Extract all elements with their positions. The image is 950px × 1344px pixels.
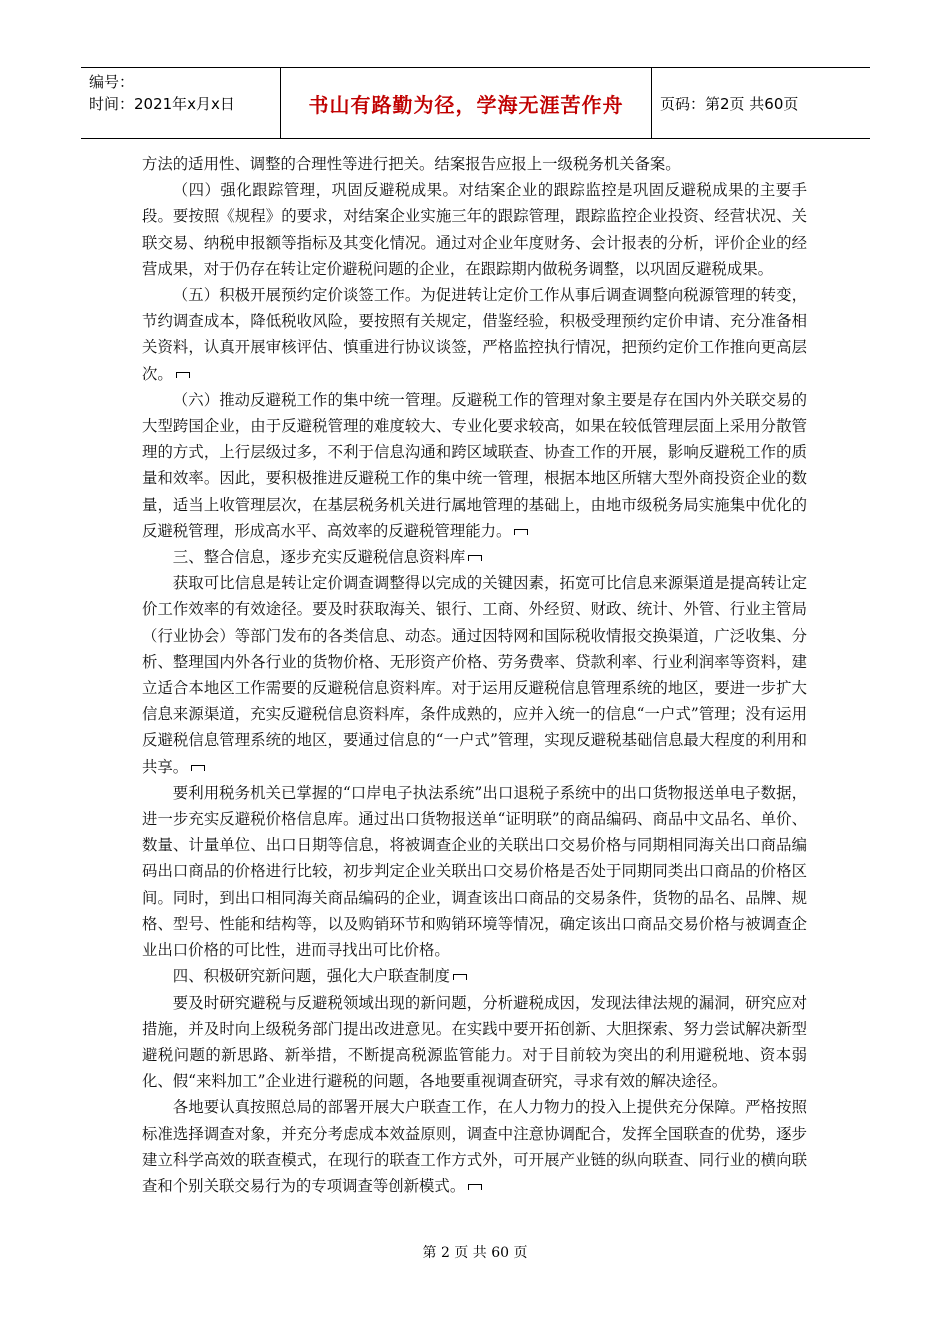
paragraph-text: 四、积极研究新问题，强化大户联查制度	[172, 967, 450, 986]
paragraph-text: 各地要认真按照总局的部署开展大户联查工作，在人力物力的投入上提供充分保障。严格按照标准选择调查对象，并充分考虑成本效益原则，调查中注意协调配合，发挥全国联查的优势，逐步建立科学高效的联查模式，在现行的联查工作方式外，可开展产业链的纵向联查、同行业的横向联查和个别关联交易行为的专项调查等创新模式。	[142, 1098, 807, 1195]
paragraph-text: 要及时研究避税与反避税领域出现的新问题，分析避税成因，发现法律法规的漏洞，研究应对措施，并及时向上级税务部门提出改进意见。在实践中要开拓创新、大胆探索、努力尝试解决新型避税问题的新思路、新举措，不断提高税源监管能力。对于目前较为突出的利用避税地、资本弱化、假“来料加工”企业进行避税的问题，各地要重视调查研究，寻求有效的解决途径。	[142, 993, 807, 1091]
paragraph-text: （六）推动反避税工作的集中统一管理。反避税工作的管理对象主要是存在国内外关联交易的大型跨国企业，由于反避税管理的难度较大、专业化要求较高，如果在较低管理层面上采用分散管理的方式，上行层级过多，不利于信息沟通和跨区域联查、协查工作的开展，影响反避税工作的质量和效率。因此，要积极推进反避税工作的集中统一管理，根据本地区所辖大型外商投资企业的数量，适当上收管理层次，在基层税务机关进行属地管理的基础上，由地市级税务局实施集中优化的反避税管理，形成高水平、高效率的反避税管理能力。	[142, 390, 807, 540]
document-body	[142, 151, 807, 1199]
paragraph-text: 要利用税务机关已掌握的“口岸电子执法系统”出口退税子系统中的出口货物报送单电子数据，进一步充实反避税价格信息库。通过出口货物报送单“证明联”的商品编码、商品中文品名、单价、数量、计量单位、出口日期等信息，将被调查企业的关联出口交易价格与同期相同海关出口商品编码出口商品的价格进行比较，初步判定企业关联出口交易价格是否处于同期同类出口商品的价格区间。同时，到出口相同海关商品编码的企业，调查该出口商品的交易条件，货物的品名、品牌、规格、型号、性能和结构等，以及购销环节和购销环境等情况，确定该出口商品交易价格与被调查企业出口价格的可比性，进而寻找出可比价格。	[142, 783, 807, 960]
paragraph	[142, 990, 807, 1095]
page-header	[81, 67, 870, 139]
page-footer: 第 2 页 共 60 页	[422, 1245, 528, 1261]
paragraph	[142, 544, 807, 570]
code-label: 编号：	[89, 73, 135, 91]
paragraph-text: 三、整合信息，逐步充实反避税信息资料库	[172, 548, 466, 567]
paragraph	[142, 177, 807, 282]
paragraph-text: （五）积极开展预约定价谈签工作。为促进转让定价工作从事后调查调整向税源管理的转变，节约调查成本，降低税收风险，要按照有关规定，借鉴经验，积极受理预约定价申请、充分准备相关资料，认真开展审核评估、慎重进行协议谈签，严格监控执行情况，把预约定价工作推向更高层次。	[142, 286, 807, 383]
paragraph	[142, 1094, 807, 1199]
paragraph	[142, 963, 807, 989]
paragraph-end-mark-icon	[468, 555, 482, 561]
paragraph-text: （四）强化跟踪管理，巩固反避税成果。对结案企业的跟踪监控是巩固反避税成果的主要手段。要按照《规程》的要求，对结案企业实施三年的跟踪管理，跟踪监控企业投资、经营状况、关联交易、纳税申报额等指标及其变化情况。通过对企业年度财务、会计报表的分析，评价企业的经营成果，对于仍存在转让定价避税问题的企业，在跟踪期内做税务调整，以巩固反避税成果。	[142, 181, 807, 278]
paragraph	[142, 570, 807, 780]
date-label: 时间：2021年x月x日	[89, 95, 235, 113]
paragraph-end-mark-icon	[453, 974, 467, 980]
paragraph-text: 方法的适用性、调整的合理性等进行把关。结案报告应报上一级税务机关备案。	[142, 155, 681, 173]
paragraph-end-mark-icon	[468, 1184, 482, 1190]
paragraph-end-mark-icon	[514, 529, 528, 535]
paragraph	[142, 151, 807, 177]
paragraph-text: 获取可比信息是转让定价调查调整得以完成的关键因素，拓宽可比信息来源渠道是提高转让定价工作效率的有效途径。要及时获取海关、银行、工商、外经贸、财政、统计、外管、行业主管局（行业协会）等部门发布的各类信息、动态。通过因特网和国际税收情报交换渠道，广泛收集、分析、整理国内外各行业的货物价格、无形资产价格、劳务费率、贷款利率、行业利润率等资料，建立适合本地区工作需要的反避税信息资料库。对于运用反避税信息管理系统的地区，要进一步扩大信息来源渠道，充实反避税信息资料库，条件成熟的，应并入统一的信息“一户式”管理；没有运用反避税信息管理系统的地区，要通过信息的“一户式”管理，实现反避税基础信息最大程度的利用和共享。	[142, 574, 807, 776]
paragraph	[142, 780, 807, 963]
header-meta	[81, 68, 281, 138]
paragraph-end-mark-icon	[176, 372, 190, 378]
paragraph	[142, 282, 807, 387]
paragraph	[142, 387, 807, 544]
header-motto: 书山有路勤为径，学海无涯苦作舟	[281, 68, 652, 138]
header-page-number: 页码：第2页 共60页	[660, 94, 799, 113]
paragraph-end-mark-icon	[191, 765, 205, 771]
